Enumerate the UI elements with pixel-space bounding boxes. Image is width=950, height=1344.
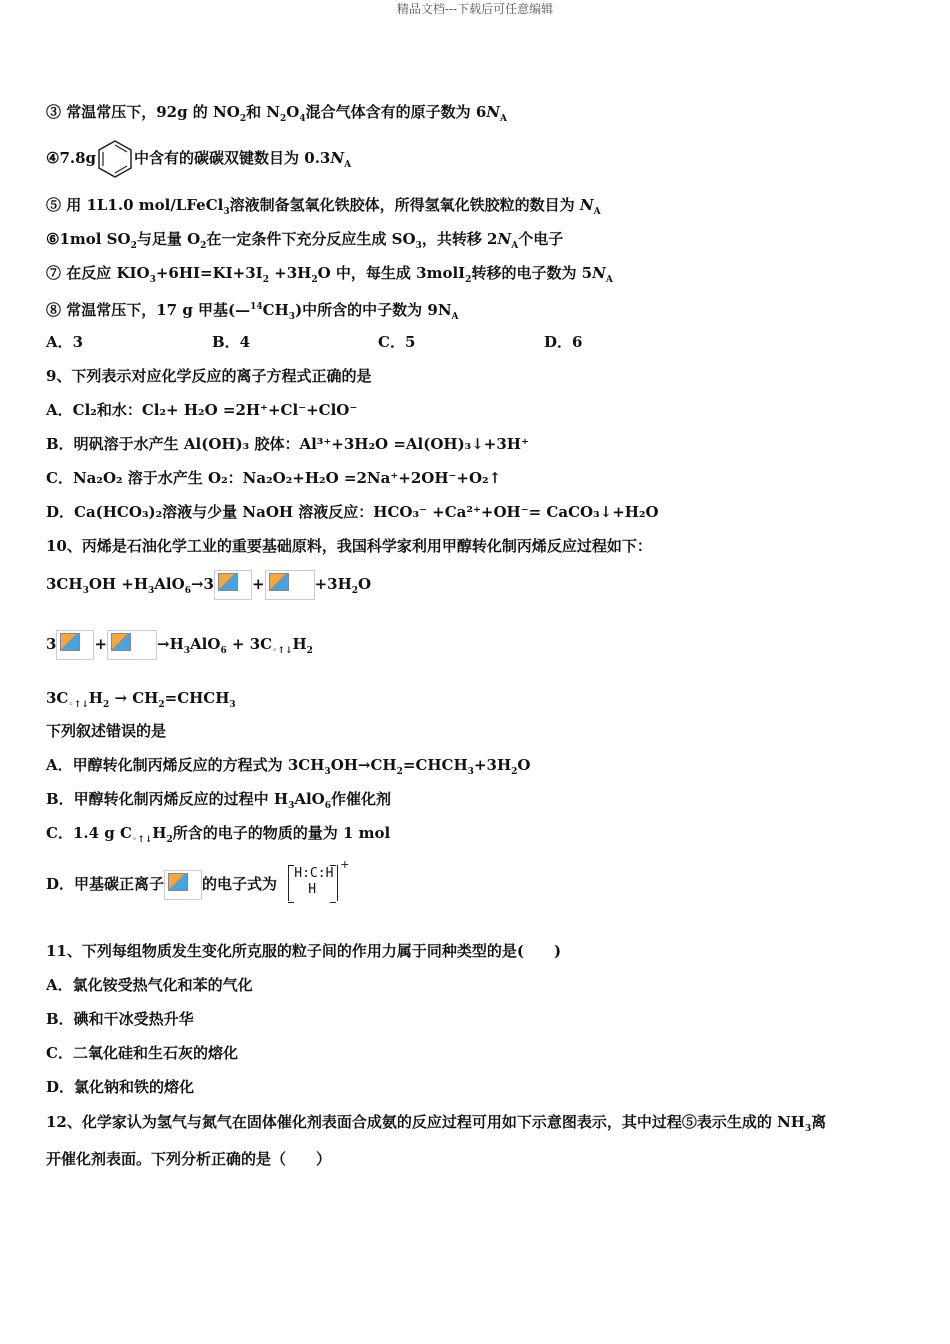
q10-stem: 10、丙烯是石油化学工业的重要基础原料，我国科学家利用甲醇转化制丙烯反应过程如下： (46, 537, 652, 555)
option-a: A．3 (46, 333, 84, 351)
structure-image (107, 630, 157, 660)
item-5: ⑤ 用 1L1.0 mol/LFeCl$_3$溶液制备氢氧化铁胶体，所得氢氧化铁胶粒的数目为 $N_A$ (46, 196, 601, 217)
q10-option-b: B．甲醇转化制丙烯反应的过程中 $H_3AlO_6$作催化剂 (46, 790, 392, 811)
electron-formula: H:C:H H + (286, 865, 350, 905)
benzene-ring-icon (96, 139, 134, 179)
q11-stem: 11、下列每组物质发生变化所克服的粒子间的作用力属于同种类型的是( ) (46, 942, 562, 960)
q9-option-b: B．明矾溶于水产生 Al(OH)₃ 胶体：Al³⁺+3H₂O =Al(OH)₃↓+3H⁺ (46, 435, 529, 453)
q9-stem: 9、下列表示对应化学反应的离子方程式正确的是 (46, 367, 372, 385)
q10-option-a: A．甲醇转化制丙烯反应的方程式为 $3CH_3OH\to CH_2=CHCH_3+3H_2O$ (46, 756, 531, 777)
option-d: D．6 (544, 333, 583, 351)
q9-option-d: D．Ca(HCO₃)₂溶液与少量 NaOH 溶液反应：HCO₃⁻ +Ca²⁺+OH⁻= CaCO₃↓+H₂O (46, 503, 659, 521)
page-header: 精品文档---下载后可任意编辑 (396, 2, 554, 16)
q11-option-b: B．碘和干冰受热升华 (46, 1010, 194, 1028)
q10-option-d: D．甲基碳正离子 的电子式为 H:C:H H + (46, 862, 350, 906)
q10-option-c: C．1.4 g $C_{◦↑↓}H_2$所含的电子的物质的量为 1 mol (46, 824, 391, 845)
reaction-1: $3CH_3OH +H_3AlO_6\to 3 + +3H_2O$ (46, 566, 371, 609)
structure-image (56, 630, 94, 660)
option-b: B．4 (212, 333, 251, 351)
q8-options (46, 332, 710, 352)
item-4: ④7.8g 中含有的碳碳双键数目为 $0.3N_A$ (46, 138, 351, 185)
reaction-3: $3C_{◦↑↓}H_2$ → $CH_2=CHCH_3$ (46, 689, 236, 710)
item-7: ⑦ 在反应 $KIO_3+6HI=KI+3I_2 +3H_2O$ 中，每生成 3molI$_2$转移的电子数为 $5N_A$ (46, 264, 613, 285)
structure-image (164, 870, 202, 900)
q9-option-c: C．Na₂O₂ 溶于水产生 O₂：Na₂O₂+H₂O =2Na⁺+2OH⁻+O₂↑ (46, 469, 502, 487)
q12-stem-line1: 12、化学家认为氢气与氮气在固体催化剂表面合成氨的反应过程可用如下示意图表示，其中过程⑤表示生成的 $NH_3$离 (46, 1113, 827, 1134)
reaction-2: $3 + \to H_3AlO_6 + 3C_{◦↑↓}H_2$ (46, 626, 313, 669)
q11-option-c: C．二氧化硅和生石灰的熔化 (46, 1044, 238, 1062)
q11-option-d: D．氯化钠和铁的熔化 (46, 1078, 195, 1096)
item-6: ⑥1mol $SO_2$与足量 $O_2$在一定条件下充分反应生成 $SO_3$，共转移 $2N_A$个电子 (46, 230, 564, 251)
item-3: ③ 常温常压下，92g 的 $NO_2$和 $N_2O_4$混合气体含有的原子数为 $6N_A$ (46, 103, 507, 124)
structure-image (214, 570, 252, 600)
q9-option-a: A．Cl₂和水：Cl₂+ H₂O =2H⁺+Cl⁻+ClO⁻ (46, 401, 358, 419)
option-c: C．5 (378, 333, 416, 351)
structure-image (265, 570, 315, 600)
q10-subquestion: 下列叙述错误的是 (46, 722, 167, 740)
item-8: ⑧ 常温常压下，17 g 甲基$(—^{14}CH_3)$中所含的中子数为 $9N_A$ (46, 301, 459, 322)
q12-stem-line2: 开催化剂表面。下列分析正确的是（ ） (46, 1150, 332, 1168)
q11-option-a: A．氯化铵受热气化和苯的气化 (46, 976, 253, 994)
